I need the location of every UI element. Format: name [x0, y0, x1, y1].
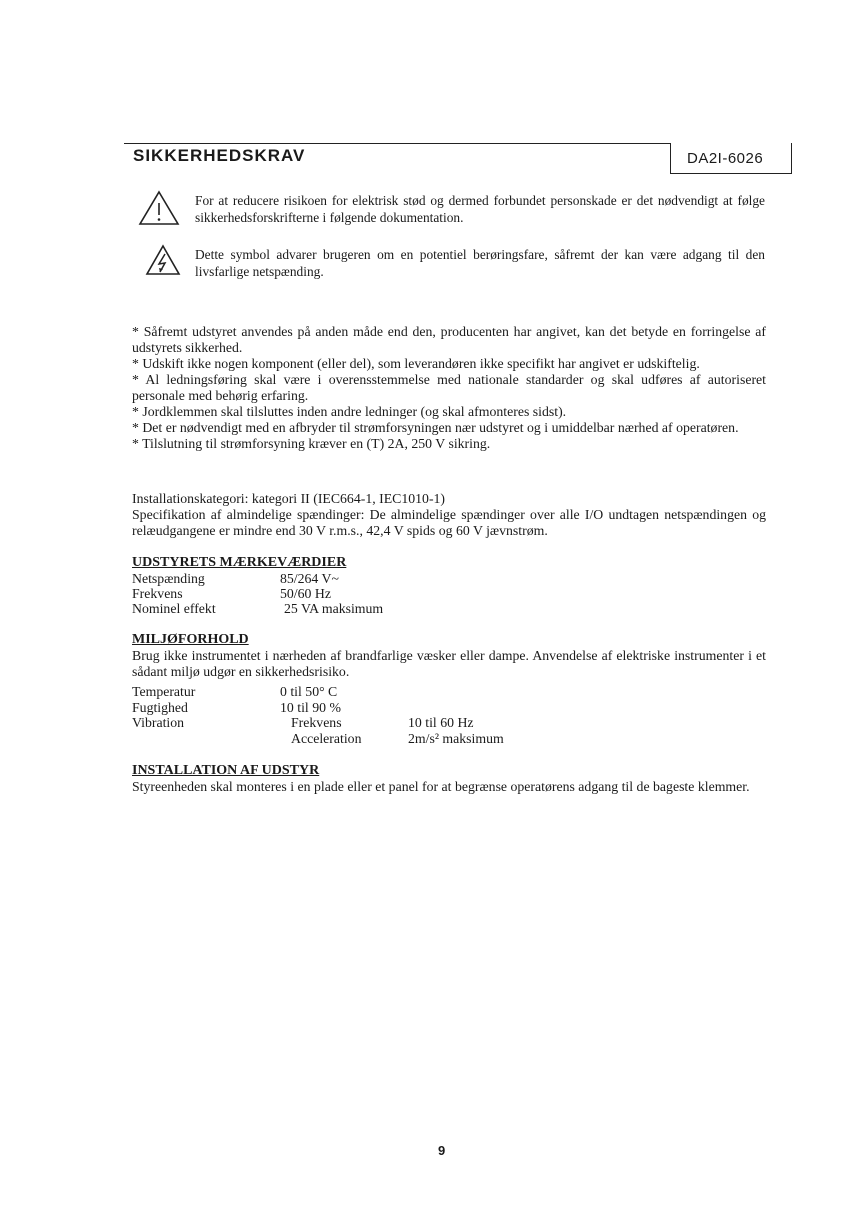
temperature-value: 0 til 50° C	[280, 684, 338, 699]
header-rule	[124, 143, 670, 144]
environment-text: Brug ikke instrumentet i nærheden af brandfarlige væsker eller dampe. Anvendelse af elektriske instrumenter i et sådant miljø udgør en sikkerhedsrisiko.	[132, 648, 766, 679]
frequency-label: Frekvens	[291, 715, 342, 730]
ratings-label: Nominel effekt	[132, 601, 216, 616]
ratings-value: 25 VA maksimum	[284, 601, 384, 616]
caution-triangle-icon	[138, 190, 180, 226]
acceleration-label: Acceleration	[291, 731, 362, 746]
caution-text: For at reducere risikoen for elektrisk stød og dermed forbundet personskade er det nødvendigt at følge sikkerhedsforskrifterne i følgende dokumentation.	[195, 193, 765, 225]
environment-text-block	[132, 648, 766, 680]
vibration-label: Vibration	[132, 715, 185, 730]
frequency-value: 10 til 60 Hz	[408, 715, 474, 730]
voltage-specification: Specifikation af almindelige spændinger: De almindelige spændinger over alle I/O undtagen netspændingen og relæudgangene er mindre end 30 V r.m.s., 42,4 V spids og 60 V jævnstrøm.	[132, 507, 766, 538]
ratings-heading: UDSTYRETS MÆRKEVÆRDIER	[132, 555, 347, 570]
installation-category-block	[132, 491, 766, 539]
document-code: DA2I-6026	[687, 150, 764, 167]
acceleration-value: 2m/s² maksimum	[408, 731, 504, 746]
installation-text: Styreenheden skal monteres i en plade eller et panel for at begrænse operatørens adgang til de bageste klemmer.	[132, 779, 750, 794]
safety-bullet-list	[132, 324, 766, 452]
ratings-value: 50/60 Hz	[280, 586, 331, 601]
safety-bullet: * Udskift ikke nogen komponent (eller del), som leverandøren ikke specifikt har angivet er udskiftelig.	[132, 356, 700, 371]
ratings-label: Netspænding	[132, 571, 205, 586]
installation-text-block	[132, 779, 766, 795]
humidity-value: 10 til 90 %	[280, 700, 341, 715]
ratings-label: Frekvens	[132, 586, 183, 601]
safety-bullet: * Al ledningsføring skal være i overensstemmelse med nationale standarder og skal udføres af autoriseret personale med behørig erfaring.	[132, 372, 766, 403]
page-title: SIKKERHEDSKRAV	[133, 146, 306, 165]
installation-category: Installationskategori: kategori II (IEC664-1, IEC1010-1)	[132, 491, 446, 506]
humidity-label: Fugtighed	[132, 700, 188, 715]
safety-bullet: * Det er nødvendigt med en afbryder til strømforsyningen nær udstyret og i umiddelbar nærhed af operatøren.	[132, 420, 739, 435]
page-number: 9	[438, 1143, 446, 1158]
installation-heading: INSTALLATION AF UDSTYR	[132, 763, 320, 778]
safety-bullet: * Jordklemmen skal tilsluttes inden andre ledninger (og skal afmonteres sidst).	[132, 404, 567, 419]
temperature-label: Temperatur	[132, 684, 196, 699]
ratings-value: 85/264 V~	[280, 571, 339, 586]
electric-shock-hazard-icon	[145, 244, 181, 276]
environment-heading: MILJØFORHOLD	[132, 632, 249, 647]
safety-bullet: * Tilslutning til strømforsyning kræver en (T) 2A, 250 V sikring.	[132, 436, 491, 451]
shock-hazard-text: Dette symbol advarer brugeren om en potentiel berøringsfare, såfremt der kan være adgang til den livsfarlige netspænding.	[195, 247, 765, 279]
safety-bullet: * Såfremt udstyret anvendes på anden måde end den, producenten har angivet, kan det betyde en forringelse af udstyrets sikkerhed.	[132, 324, 766, 355]
